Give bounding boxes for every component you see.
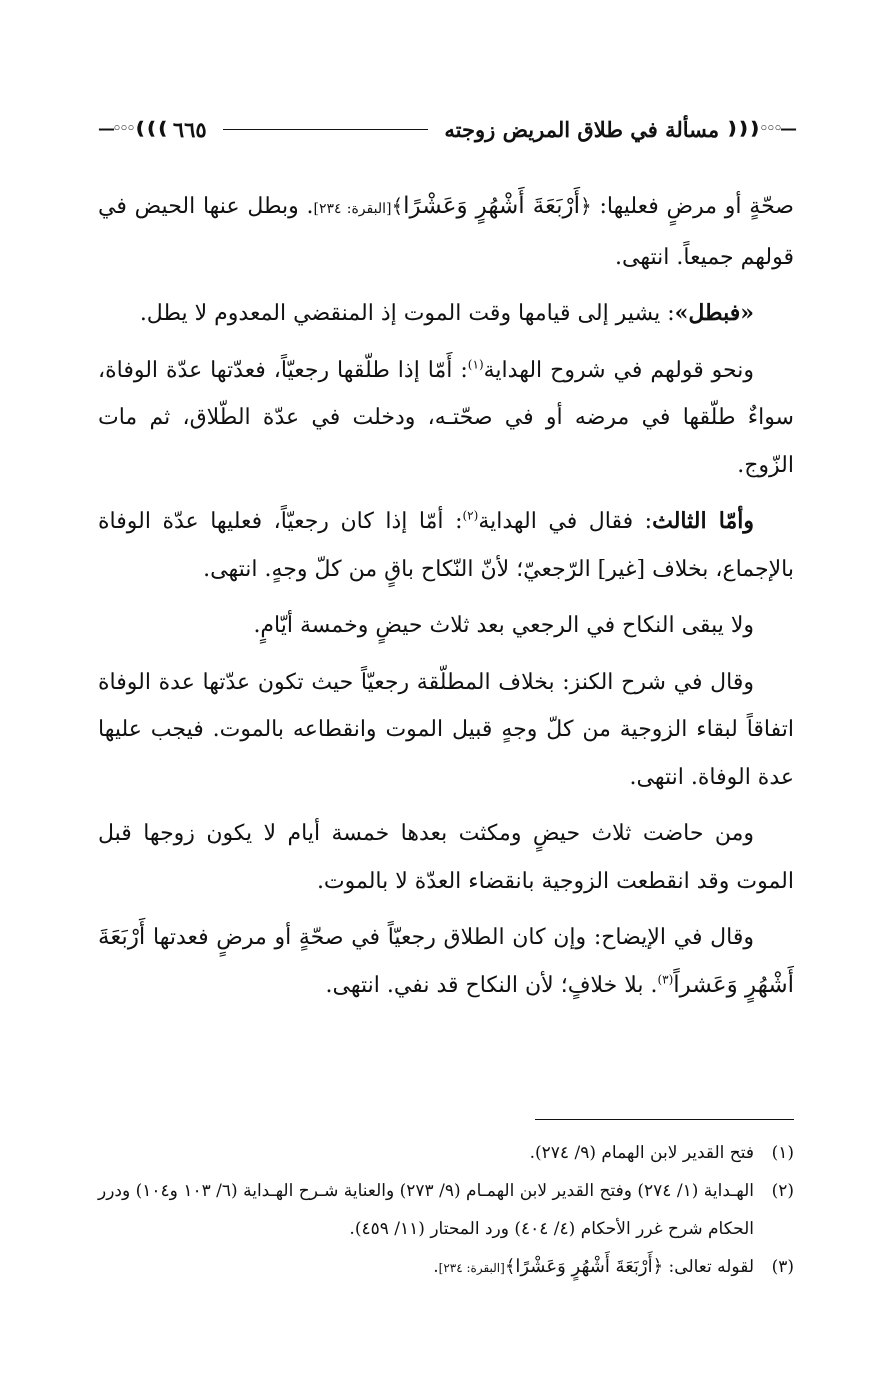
paragraph-7 <box>98 810 794 905</box>
p3-after: : أَمّا إذا طلّقها رجعيّاً، فعدّتها عدّة الوفاة، سواءٌ طلّقها في مرضه أو في صحّتـه، ودخلت في عدّة الطّلاق، ثم مات الزّوج. <box>98 357 794 478</box>
p4-bold: وأمّا الثالث <box>652 508 754 534</box>
header-ornament-right: —◦◦◦❪❪❪ <box>725 119 794 139</box>
footnote-1 <box>98 1134 794 1172</box>
chapter-title: مسألة في طلاق المريض زوجته <box>444 116 720 142</box>
quran-bracket-open: ﴿ <box>652 1256 664 1277</box>
paragraph-1 <box>98 183 794 281</box>
running-header <box>98 106 794 152</box>
p6-text: وقال في شرح الكنز: بخلاف المطلّقة رجعيّاً حيث تكون عدّتها عدة الوفاة اتفاقاً لبقاء الزوجية من كلّ وجهٍ قبيل الموت وانقطاعه بالموت. فيجب عليها عدة الوفاة. انتهى. <box>98 669 794 790</box>
paragraph-5 <box>98 602 794 650</box>
paragraph-6 <box>98 659 794 802</box>
fn3-before: لقوله تعالى: <box>663 1257 754 1277</box>
footnote-separator <box>535 1119 794 1120</box>
p2-bold: «فبطل» <box>674 300 754 326</box>
footnote-number: (١) <box>771 1143 794 1163</box>
p8-before: وقال في الإيضاح: وإن كان الطلاق رجعيّاً في صحّةٍ أو مرضٍ فعدتها <box>145 925 754 950</box>
header-rule <box>223 129 429 130</box>
p7-text: ومن حاضت ثلاث حيضٍ ومكثت بعدها خمسة أيام لا يكون زوجها قبل الموت وقد انقطعت الزوجية بانقضاء العدّة لا بالموت. <box>98 821 794 894</box>
p1-quran-quote <box>314 194 592 219</box>
footnote-2 <box>98 1172 794 1248</box>
p3-before: ونحو قولهم في شروح الهداية <box>483 357 754 383</box>
p2-text: : يشير إلى قيامها وقت الموت إذ المنقضي المعدوم لا يطل. <box>139 301 675 326</box>
body-text <box>98 183 794 1009</box>
p8-quran-text: أَرْبَعَةَ أَشْهُرٍ وَعَشراً <box>98 924 794 998</box>
footnote-ref-2: (٢) <box>462 508 479 523</box>
p4-before: : فقال في الهداية <box>478 509 653 534</box>
page-number: ٦٦٥ <box>172 116 207 142</box>
p5-text: ولا يبقى النكاح في الرجعي بعد ثلاث حيضٍ وخمسة أيّامٍ. <box>253 613 754 638</box>
header-ornament-left: ❫❫❫◦◦◦— <box>98 119 167 139</box>
p8-after: . بلا خلافٍ؛ لأن النكاح قد نفي. انتهى. <box>325 972 658 998</box>
p1-citation: [البقرة: ٢٣٤] <box>313 201 392 217</box>
p4-after: : أمّا إذا كان رجعيّاً، فعليها عدّة الوفاة بالإجماع، بخلاف [غير] الرّجعيّ؛ لأنّ النّكاح باقٍ من كلّ وجهٍ. انتهى. <box>98 509 794 582</box>
fn3-quran-text: أَرْبَعَةَ أَشْهُرٍ وَعَشْرًا <box>515 1256 653 1277</box>
paragraph-2 <box>98 290 794 338</box>
fn3-quran-quote <box>439 1257 663 1277</box>
quran-bracket-open: ﴿ <box>580 194 592 218</box>
footnote-text: الهـداية (١/ ٢٧٤) وفتح القدير لابن الهمـام (٩/ ٢٧٣) والعناية شـرح الهـداية (٦/ ١٠٣ و١٠٤) ودرر الحكام شرح غرر الأحكام (٤/ ٤٠٤) ورد المحتار (١١/ ٤٥٩). <box>98 1181 755 1239</box>
fn3-after: . <box>433 1257 439 1277</box>
footnote-3 <box>98 1248 794 1287</box>
paragraph-3 <box>98 347 794 490</box>
footnotes <box>98 1134 794 1287</box>
footnote-text: فتح القدير لابن الهمام (٩/ ٢٧٤). <box>529 1143 754 1163</box>
fn3-citation: [البقرة: ٢٣٤] <box>438 1261 505 1275</box>
footnote-ref-1: (١) <box>467 357 484 372</box>
quran-bracket-close: ﴾ <box>504 1256 516 1277</box>
p1-quran-text: أَرْبَعَةَ أَشْهُرٍ وَعَشْرًا <box>403 193 581 219</box>
paragraph-4 <box>98 498 794 593</box>
footnote-number: (٢) <box>771 1181 794 1201</box>
footnote-text <box>98 1248 754 1287</box>
p1-after: . وبطل عنها الحيض في قولهم جميعاً. انتهى. <box>98 194 794 270</box>
footnote-number: (٣) <box>771 1257 794 1277</box>
quran-bracket-close: ﴾ <box>391 194 404 218</box>
paragraph-8 <box>98 914 794 1009</box>
p1-before: صحّةٍ أو مرضٍ فعليها: <box>591 194 794 219</box>
footnote-ref-3: (٣) <box>657 972 674 987</box>
